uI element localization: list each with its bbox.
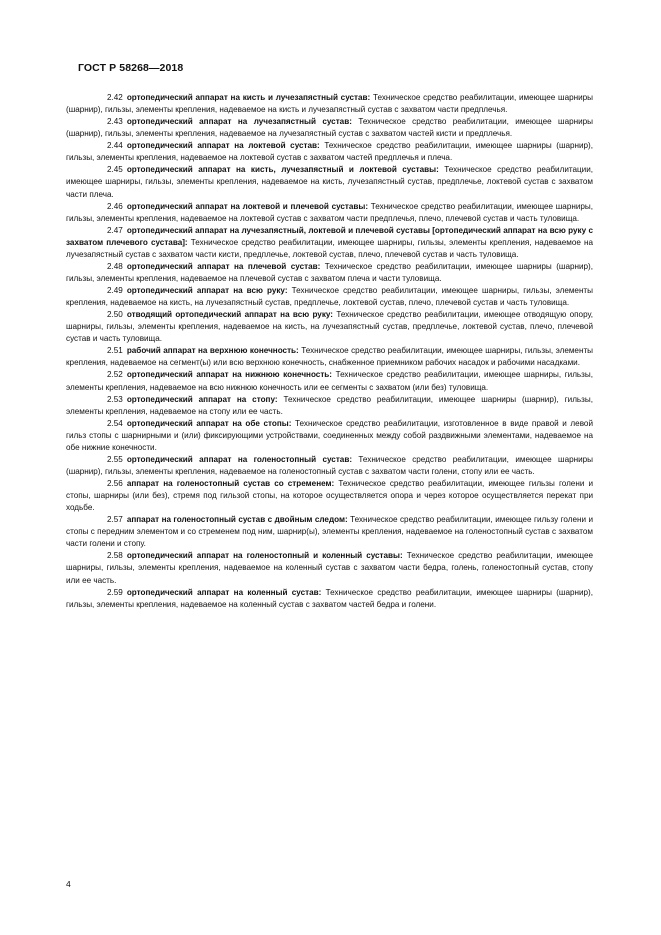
definition-entry	[66, 478, 593, 514]
definition-entry	[66, 394, 593, 418]
entry-definition: Техническое средство реабилитации, имеющее шарниры, гильзы, элементы крепления, надеваемое на сегмент(ы) или всю верхнюю конечность, снабженное приемником рабочих насадок и рабочими насадками.	[66, 346, 594, 368]
entry-number: 2.57	[107, 515, 123, 525]
entry-definition: Техническое средство реабилитации, имеющее гильзу голени и стопы с передним элементом и со стременем под ним, шарнир(ы), элементы крепления, надеваемое на голеностопный сустав с захватом части голени и стопу.	[66, 515, 593, 549]
entry-number: 2.48	[107, 261, 123, 271]
entry-definition: Техническое средство реабилитации, изготовленное в виде правой и левой гильз стопы с шарнирными и (или) фиксирующими устройствами, соединенных между собой раздвижными элементами, надеваемое на обе нижние конечности.	[66, 418, 593, 452]
definition-entry	[66, 454, 593, 478]
entry-number: 2.43	[107, 117, 123, 127]
entry-term: отводящий ортопедический аппарат на всю руку:	[126, 310, 334, 320]
entry-term: ортопедический аппарат на всю руку:	[126, 286, 288, 295]
entry-term: ортопедический аппарат на голеностопный сустав:	[126, 454, 353, 464]
entry-number: 2.59	[107, 587, 123, 597]
entry-number: 2.49	[107, 286, 123, 295]
entry-number: 2.58	[107, 551, 123, 561]
entry-number: 2.42	[107, 93, 123, 102]
entry-definition: Техническое средство реабилитации, имеющее шарниры (шарнир), гильзы, элементы крепления, надеваемое на плечевой сустав с захватом плеча и части туловища.	[66, 261, 593, 283]
entry-definition: Техническое средство реабилитации, имеющее шарниры, гильзы, элементы крепления, надеваемое на лучезапястный сустав с захватом части кисти, предплечье, локтевой сустав, плечо, плечевой сустав и часть туловища.	[66, 237, 593, 259]
definition-entry	[66, 418, 593, 454]
entry-number: 2.47	[107, 225, 123, 235]
entry-term: ортопедический аппарат на стопу:	[126, 394, 278, 404]
entry-term: ортопедический аппарат на плечевой сустав:	[126, 261, 321, 271]
definition-entry	[66, 225, 593, 261]
entry-term: ортопедический аппарат на кисть и лучезапястный сустав:	[126, 93, 371, 102]
entry-number: 2.50	[107, 310, 123, 320]
entry-number: 2.56	[107, 479, 123, 488]
entry-definition: Техническое средство реабилитации, имеющее шарниры (шарнир), гильзы, элементы крепления, надеваемое на лучезапястный сустав с захватом частей кисти и предплечья.	[66, 117, 593, 139]
entry-definition: Техническое средство реабилитации, имеющее шарниры, гильзы, элементы крепления, надеваемое на кисть, лучезапястный сустав, предплечье, локтевой сустав с захватом части плеча.	[66, 165, 593, 199]
entry-definition: Техническое средство реабилитации, имеющее гильзы голени и стопы, шарниры (или без), стремя под гильзой стопы, на которое осуществляется опора и через которое осуществляется перекат при ходьбе.	[66, 479, 593, 513]
entry-term: ортопедический аппарат на нижнюю конечность:	[126, 370, 332, 380]
definition-entry	[66, 140, 593, 164]
entry-definition: Техническое средство реабилитации, имеющее шарниры, гильзы, элементы крепления, надеваемое на кисть, на лучезапястный сустав, предплечье, локтевой сустав, плечо, плечевой сустав и часть туловища.	[66, 286, 593, 308]
entry-term: ортопедический аппарат на лучезапястный сустав:	[126, 117, 352, 127]
definition-entry	[66, 261, 593, 285]
entry-number: 2.45	[107, 165, 123, 175]
entry-number: 2.52	[107, 370, 123, 380]
entry-term: аппарат на голеностопный сустав со стременем:	[126, 479, 335, 488]
entry-definition: Техническое средство реабилитации, имеющее шарниры (шарнир), гильзы, элементы крепления, надеваемое на стопу или ее часть.	[66, 394, 593, 416]
definition-entry	[66, 587, 593, 611]
definition-entry	[66, 116, 593, 140]
entry-term: ортопедический аппарат на обе стопы:	[126, 418, 292, 428]
entry-definition: Техническое средство реабилитации, имеющее отводящую опору, шарниры, гильзы, элементы крепления, надеваемое на кисть, на лучезапястный сустав, предплечье, локтевой сустав, плечо, плечевой сустав и часть туловища.	[66, 310, 593, 344]
entry-definition: Техническое средство реабилитации, имеющее шарниры (шарнир), гильзы, элементы крепления, надеваемое на локтевой сустав с захватом частей предплечья и плеча.	[66, 141, 594, 163]
definition-entry	[66, 514, 593, 550]
definition-entry	[66, 550, 593, 586]
entry-term: ортопедический аппарат на коленный сустав:	[126, 587, 322, 597]
entry-term: ортопедический аппарат на голеностопный и коленный суставы:	[126, 551, 403, 561]
entry-term: ортопедический аппарат на кисть, лучезапястный и локтевой суставы:	[126, 165, 439, 175]
entry-term: рабочий аппарат на верхнюю конечность:	[126, 346, 299, 356]
document-header: ГОСТ Р 58268—2018	[78, 62, 184, 74]
definition-entry	[66, 369, 593, 393]
entry-term: ортопедический аппарат на локтевой сустав:	[126, 141, 320, 151]
definition-entry	[66, 164, 593, 200]
definition-entry	[66, 309, 593, 345]
entry-definition: Техническое средство реабилитации, имеющее шарниры (шарнир), гильзы, элементы крепления, надеваемое на коленный сустав с захватом частей бедра и голени.	[66, 587, 593, 609]
entry-number: 2.44	[107, 141, 123, 151]
entry-definition: Техническое средство реабилитации, имеющее шарниры, гильзы, элементы крепления, надеваемое на всю нижнюю конечность или ее сегменты с захватом (или без) туловища.	[66, 370, 593, 392]
page-number: 4	[66, 879, 71, 889]
definition-entry	[66, 92, 593, 116]
entry-number: 2.51	[107, 346, 123, 356]
entry-definition: Техническое средство реабилитации, имеющее шарниры, гильзы, элементы крепления, надеваемое на коленный сустав с захватом части бедра, голень, голеностопный сустав, стопу или ее часть.	[66, 551, 593, 585]
entry-number: 2.46	[107, 201, 123, 211]
entry-term: аппарат на голеностопный сустав с двойным следом:	[126, 515, 348, 525]
definitions-section	[66, 92, 593, 611]
definition-entry	[66, 201, 593, 225]
entry-term: ортопедический аппарат на лучезапястный, локтевой и плечевой суставы [ортопедический аппарат на всю руку с захватом плечевого сустава]:	[66, 225, 593, 247]
definition-entry	[66, 285, 593, 309]
entry-definition: Техническое средство реабилитации, имеющее шарниры (шарнир), гильзы, элементы крепления, надеваемое на кисть и лучезапястный сустав с захватом части предплечья.	[66, 93, 593, 115]
entry-number: 2.54	[107, 418, 123, 428]
entry-term: ортопедический аппарат на локтевой и плечевой суставы:	[126, 201, 369, 211]
entry-definition: Техническое средство реабилитации, имеющее шарниры, гильзы, элементы крепления, надеваемое на локтевой сустав с захватом части предплечья, плечо, плечевой сустав и часть туловища.	[66, 201, 593, 223]
entry-number: 2.55	[107, 454, 123, 464]
entry-definition: Техническое средство реабилитации, имеющее шарниры (шарнир), гильзы, элементы крепления, надеваемое на голеностопный сустав с захватом части голени, стопу или ее часть.	[66, 454, 593, 476]
definition-entry	[66, 345, 593, 369]
entry-number: 2.53	[107, 394, 123, 404]
